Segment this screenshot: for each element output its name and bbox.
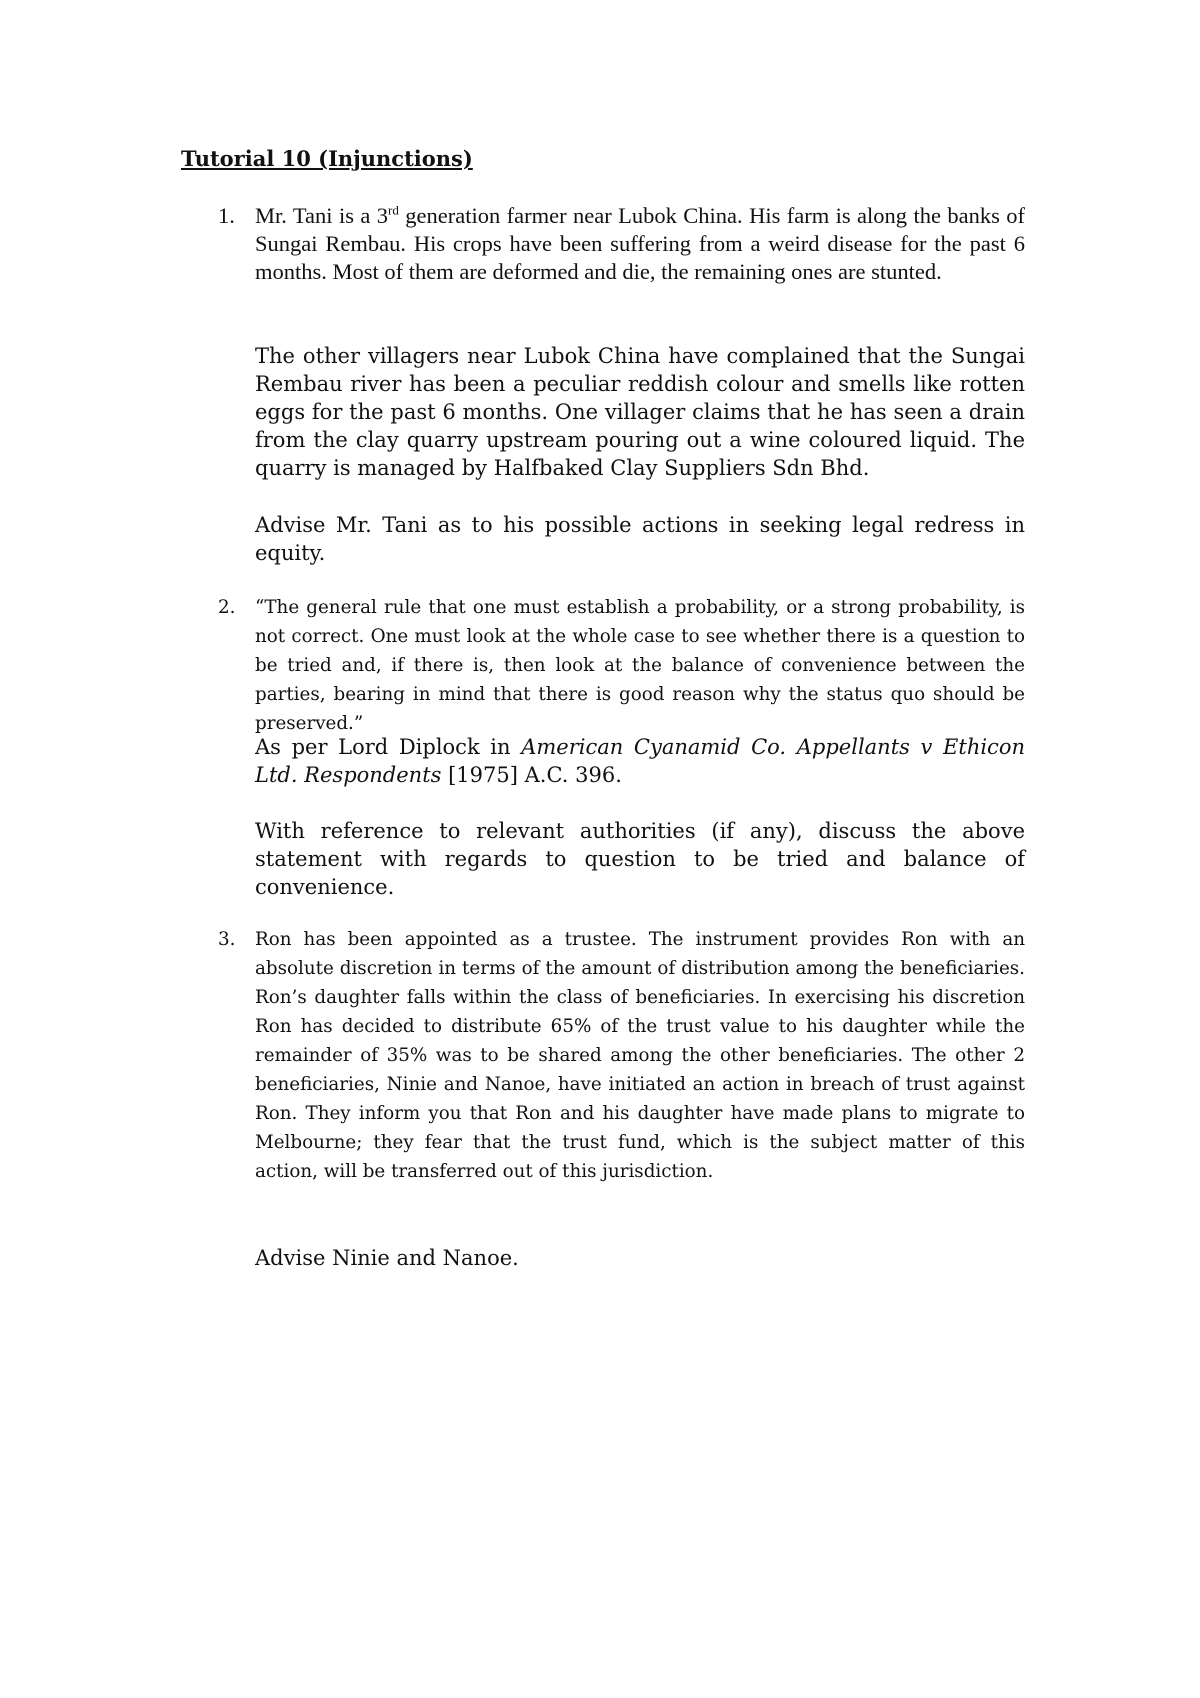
page-title: Tutorial 10 (Injunctions) (181, 146, 473, 171)
q1-paragraph-1 (255, 202, 1025, 286)
q1-p1-part1: Mr. Tani is a 3 (255, 203, 389, 228)
q3-paragraph-2: Advise Ninie and Nanoe. (255, 1246, 519, 1270)
q1-number: 1. (218, 203, 235, 228)
q2-citation (255, 733, 1025, 789)
q1-paragraph-2: The other villagers near Lubok China have complained that the Sungai Rembau river has been a peculiar reddish colour and smells like rotten eggs for the past 6 months. One villager claims that he has seen a drain from the clay quarry upstream pouring out a wine coloured liquid. The quarry is managed by Halfbaked Clay Suppliers Sdn Bhd. (255, 344, 1025, 480)
q2-cite-case: American Cyanamid Co. Appellants v Ethicon Ltd. Respondents (255, 735, 1025, 787)
q1-p1-sup: rd (388, 202, 399, 218)
q3-paragraph-1: Ron has been appointed as a trustee. The instrument provides Ron with an absolute discretion in terms of the amount of distribution among the beneficiaries. Ron’s daughter falls within the class of beneficiaries. In exercising his discretion Ron has decided to distribute 65% of the trust value to his daughter while the remainder of 35% was to be shared among the other beneficiaries. The other 2 beneficiaries, Ninie and Nanoe, have initiated an action in breach of trust against Ron. They inform you that Ron and his daughter have made plans to migrate to Melbourne; they fear that the trust fund, which is the subject matter of this action, will be transferred out of this jurisdiction. (255, 929, 1025, 1182)
q1-p1-part2: generation farmer near Lubok China. His farm is along the banks of Sungai Rembau. His crops have been suffering from a weird disease for the past 6 months. Most of them are deformed and die, the remaining ones are stunted. (255, 203, 1025, 284)
q2-cite-prefix: As per Lord Diplock in (255, 735, 522, 759)
q2-number: 2. (218, 597, 236, 618)
q1-paragraph-3: Advise Mr. Tani as to his possible actions in seeking legal redress in equity. (255, 513, 1025, 565)
q2-cite-suffix: [1975] A.C. 396. (441, 763, 622, 787)
q3-number: 3. (218, 929, 236, 950)
q2-paragraph-3: With reference to relevant authorities (if any), discuss the above statement with regards to question to be tried and balance of convenience. (255, 819, 1025, 899)
q2-quote: “The general rule that one must establish a probability, or a strong probability, is not correct. One must look at the whole case to see whether there is a question to be tried and, if there is, then look at the balance of convenience between the parties, bearing in mind that there is good reason why the status quo should be preserved.” (255, 597, 1025, 734)
